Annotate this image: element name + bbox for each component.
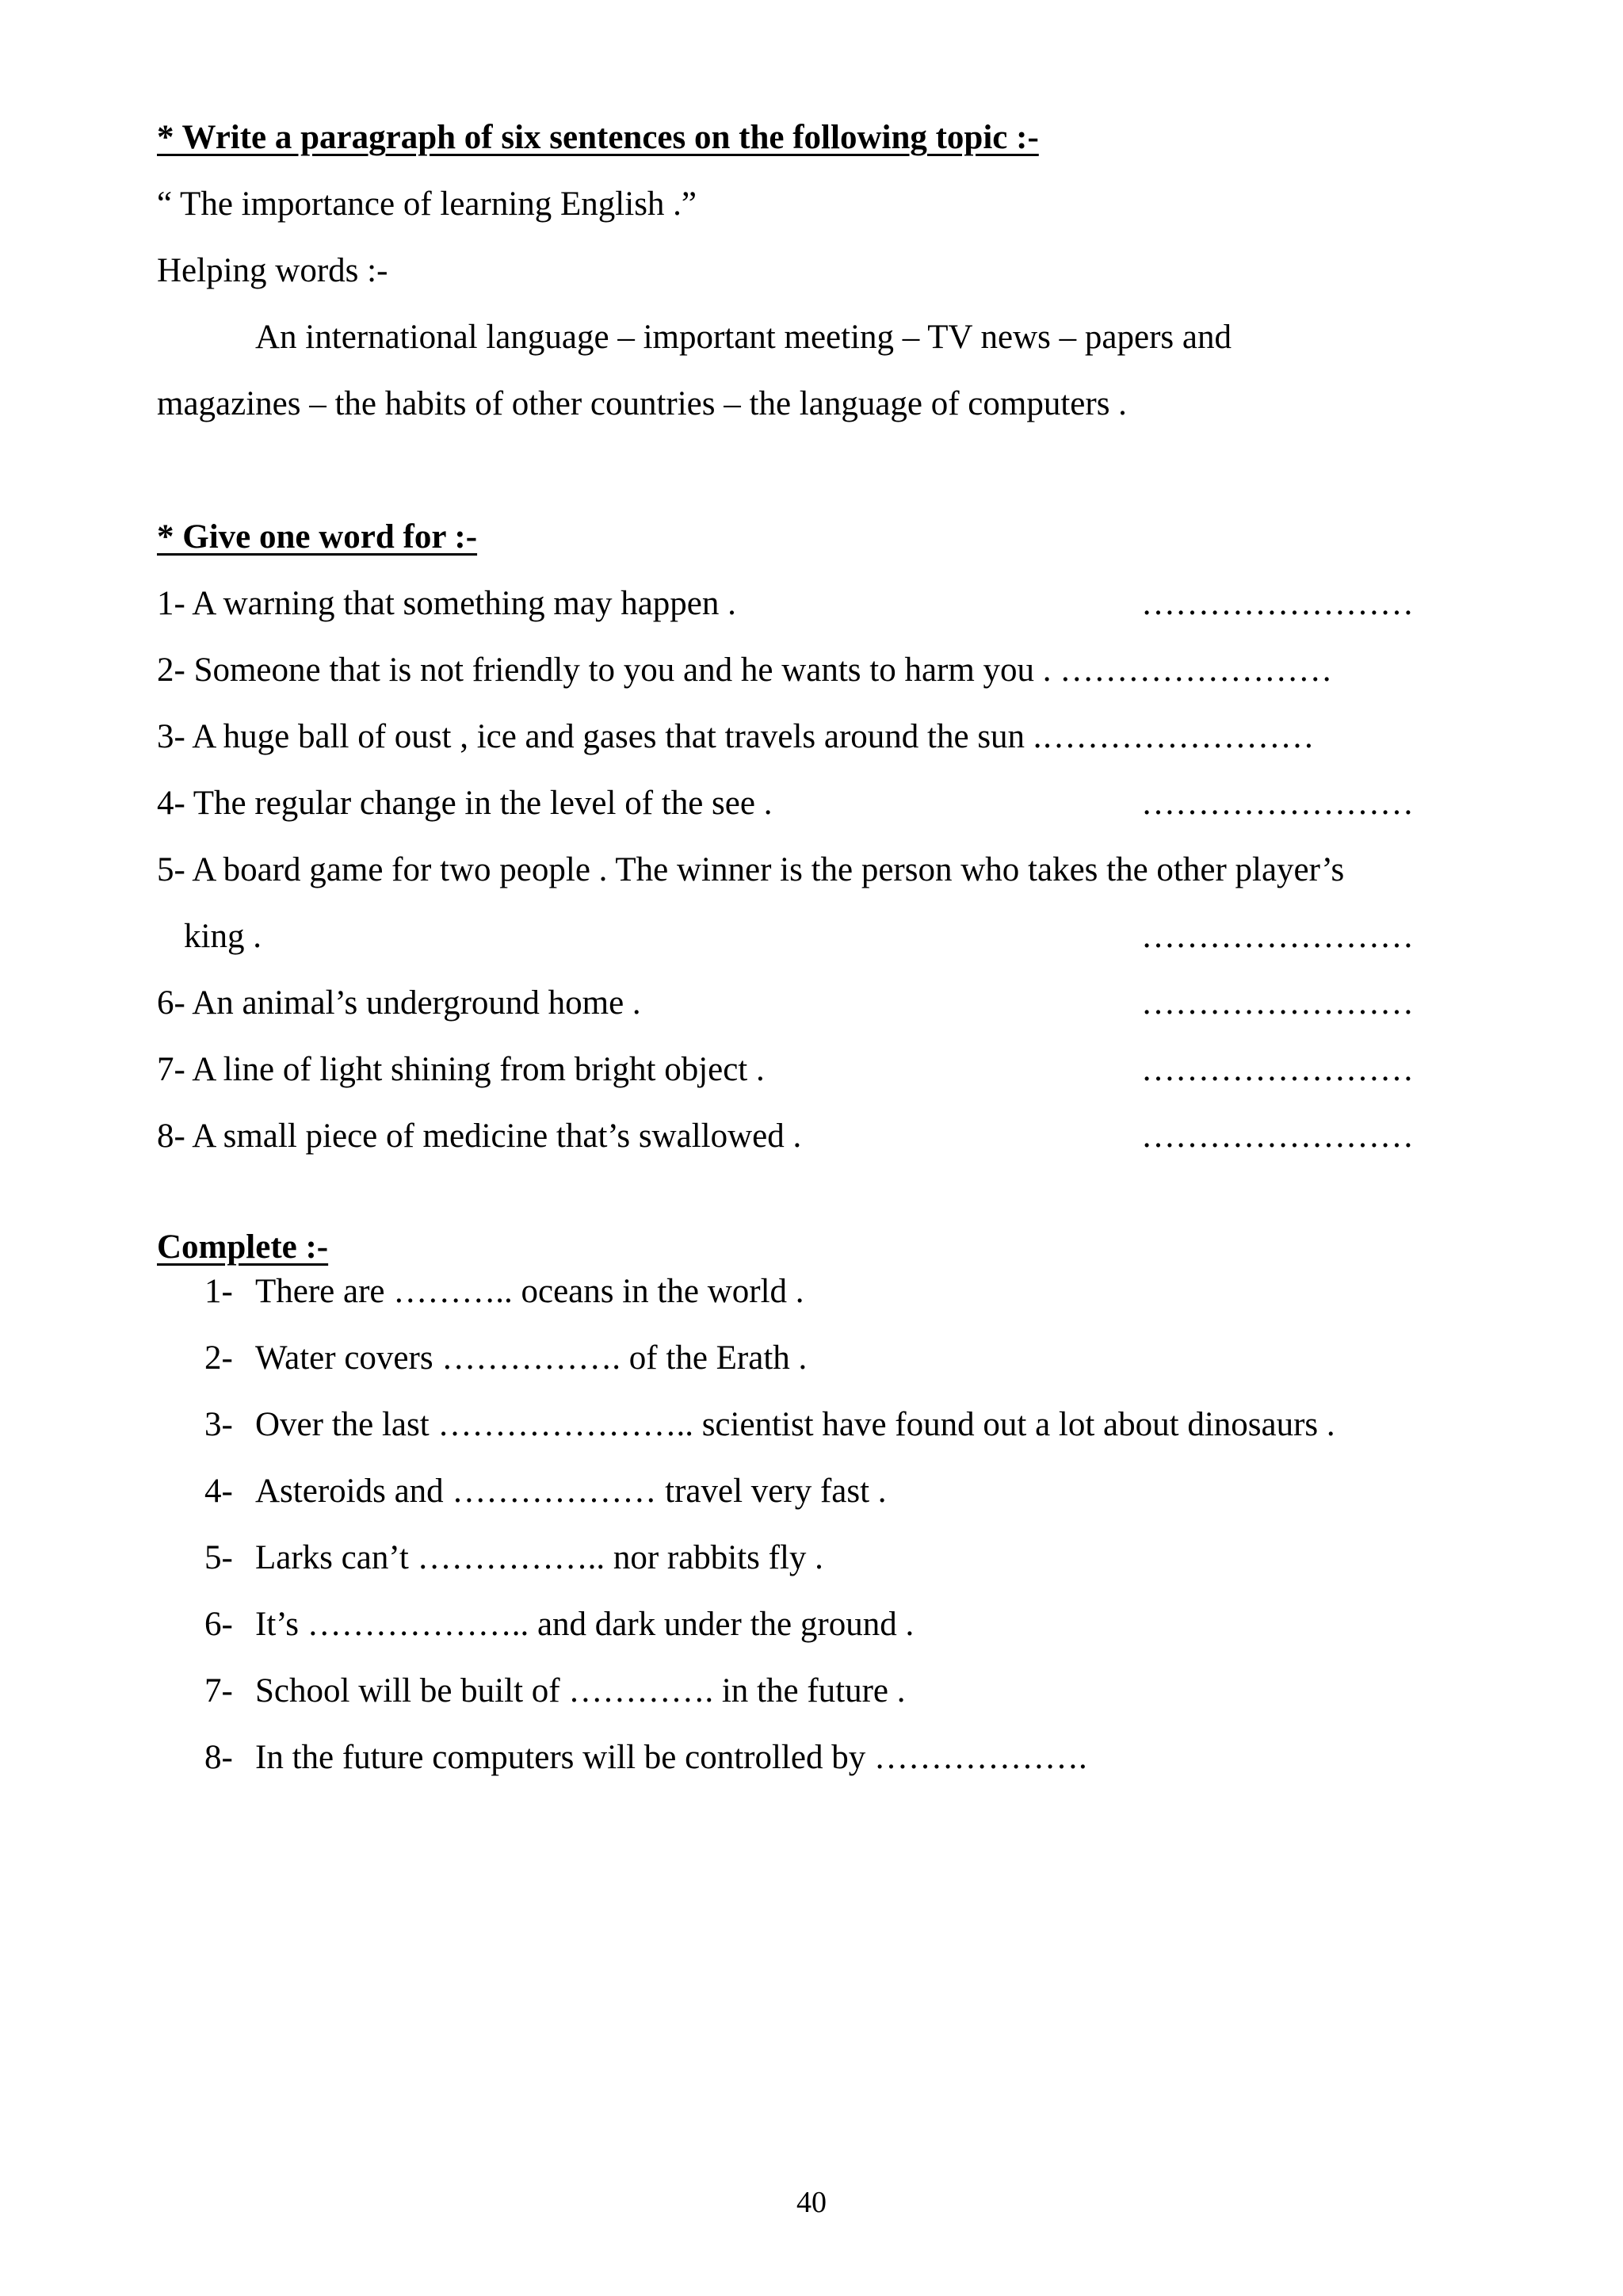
one-word-item-5-continuation: king . (184, 918, 262, 955)
one-word-item-3: 3- A huge ball of oust , ice and gases that travels around the sun .…………………… (157, 718, 1315, 755)
paragraph-heading: * Write a paragraph of six sentences on the following topic :- (157, 119, 1039, 156)
helping-words-line-2: magazines – the habits of other countries – the language of computers . (157, 385, 1127, 422)
complete-item-7-number: 7- (204, 1672, 233, 1710)
complete-item-1-number: 1- (204, 1273, 233, 1310)
one-word-blank-8: …………………… (1141, 1117, 1414, 1155)
complete-item-3-text: Over the last ………………….. scientist have found out a lot about dinosaurs . (255, 1406, 1335, 1443)
complete-item-1-text: There are ……….. oceans in the world . (255, 1273, 804, 1310)
complete-heading: Complete :- (157, 1228, 329, 1266)
one-word-item-5: 5- A board game for two people . The winner is the person who takes the other player’s (157, 851, 1345, 888)
complete-item-4-text: Asteroids and ……………… travel very fast . (255, 1473, 887, 1510)
one-word-item-4: 4- The regular change in the level of the see . (157, 785, 773, 822)
complete-item-5-text: Larks can’t …………….. nor rabbits fly . (255, 1539, 823, 1576)
helping-words-line-1: An international language – important meeting – TV news – papers and (255, 319, 1232, 356)
one-word-item-6: 6- An animal’s underground home . (157, 984, 641, 1022)
page-number: 40 (796, 2186, 827, 2219)
complete-item-4-number: 4- (204, 1473, 233, 1510)
complete-item-3-number: 3- (204, 1406, 233, 1443)
complete-item-2-number: 2- (204, 1339, 233, 1377)
one-word-blank-5: …………………… (1141, 918, 1414, 955)
one-word-blank-6: …………………… (1141, 984, 1414, 1022)
one-word-item-7: 7- A line of light shining from bright object . (157, 1051, 765, 1088)
complete-item-2-text: Water covers ……………. of the Erath . (255, 1339, 808, 1377)
paragraph-topic: “ The importance of learning English .” (157, 185, 697, 223)
complete-item-8-text: In the future computers will be controlled by ………………. (255, 1739, 1087, 1776)
one-word-item-1: 1- A warning that something may happen . (157, 585, 736, 622)
complete-item-6-number: 6- (204, 1606, 233, 1643)
helping-words-label: Helping words :- (157, 252, 388, 289)
complete-item-8-number: 8- (204, 1739, 233, 1776)
one-word-blank-7: …………………… (1141, 1051, 1414, 1088)
complete-item-7-text: School will be built of …………. in the future . (255, 1672, 906, 1710)
one-word-item-2: 2- Someone that is not friendly to you and he wants to harm you . …………………… (157, 651, 1333, 689)
one-word-blank-1: …………………… (1141, 585, 1414, 622)
one-word-item-8: 8- A small piece of medicine that’s swallowed . (157, 1117, 802, 1155)
one-word-blank-4: …………………… (1141, 785, 1414, 822)
one-word-heading: * Give one word for :- (157, 518, 478, 556)
complete-item-5-number: 5- (204, 1539, 233, 1576)
complete-item-6-text: It’s ……………….. and dark under the ground . (255, 1606, 915, 1643)
